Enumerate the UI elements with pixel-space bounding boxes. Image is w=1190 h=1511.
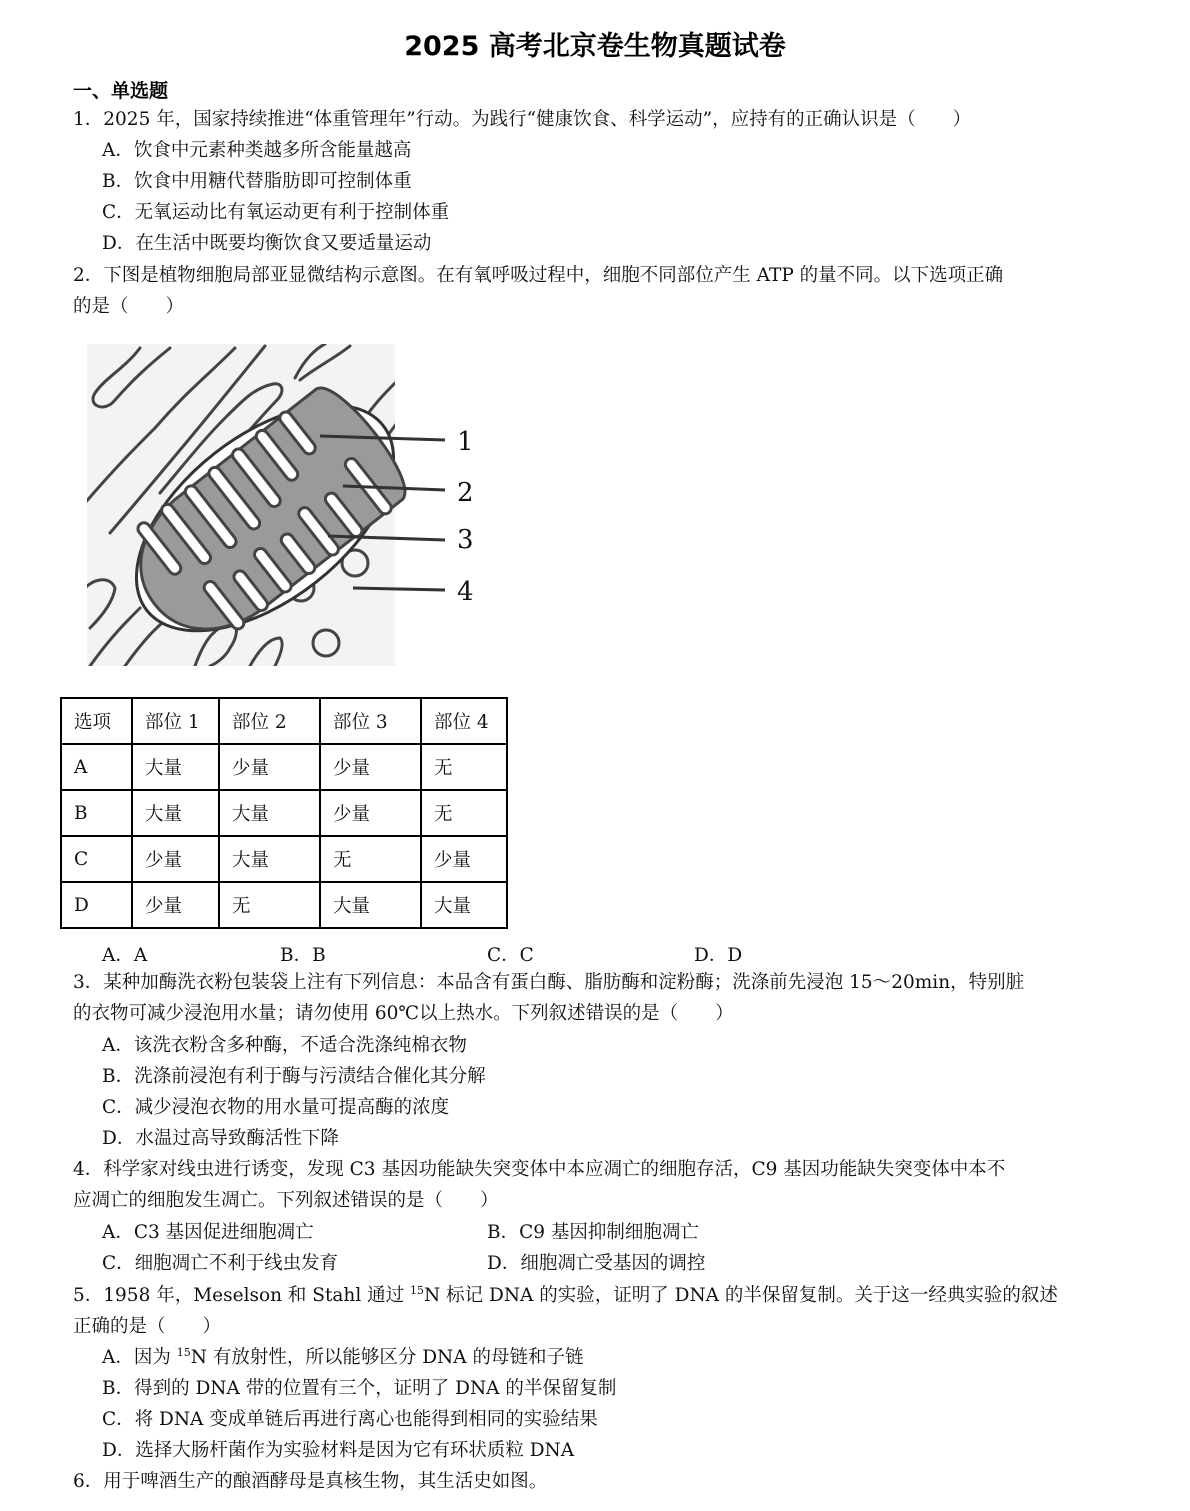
- table-cell: D: [61, 882, 132, 928]
- question-3-option-c: C．减少浸泡衣物的用水量可提高酶的浓度: [102, 1097, 450, 1118]
- question-5-stem-part2: N 标记 DNA 的实验，证明了 DNA 的半保留复制。关于这一经典实验的叙述: [424, 1285, 1058, 1306]
- question-5-option-c: C．将 DNA 变成单链后再进行离心也能得到相同的实验结果: [102, 1409, 598, 1430]
- question-3-option-d: D．水温过高导致酶活性下降: [102, 1128, 339, 1149]
- table-row: [61, 836, 507, 882]
- question-4-option-c: C．细胞凋亡不利于线虫发育: [102, 1253, 339, 1274]
- table-cell: C: [61, 836, 132, 882]
- table-cell: 少量: [132, 836, 219, 882]
- table-cell: B: [61, 790, 132, 836]
- table-cell: 大量: [219, 836, 320, 882]
- figure-label-2: 2: [457, 478, 474, 508]
- table-cell: 大量: [219, 790, 320, 836]
- question-1-option-a: A．饮食中元素种类越多所含能量越高: [102, 140, 412, 161]
- table-header-cell: 部位 1: [132, 698, 219, 744]
- table-row: [61, 882, 507, 928]
- table-header-cell: 部位 4: [421, 698, 507, 744]
- page-title: 2025 高考北京卷生物真题试卷: [404, 31, 786, 62]
- question-4-option-a: A．C3 基因促进细胞凋亡: [102, 1222, 314, 1243]
- question-4-stem-line1: 4．科学家对线虫进行诱变，发现 C3 基因功能缺失突变体中本应凋亡的细胞存活，C9 基因功能缺失突变体中本不: [73, 1159, 1006, 1180]
- question-5-option-a: [102, 1346, 583, 1370]
- table-cell: A: [61, 744, 132, 790]
- isotope-superscript: 15: [410, 1284, 425, 1297]
- figure-label-4: 4: [457, 577, 474, 607]
- figure-label-3: 3: [457, 525, 474, 555]
- table-cell: 无: [421, 790, 507, 836]
- question-6-stem: 6．用于啤酒生产的酿酒酵母是真核生物，其生活史如图。: [73, 1471, 548, 1492]
- section-heading: 一、单选题: [73, 80, 169, 102]
- question-2-stem-line1: 2．下图是植物细胞局部亚显微结构示意图。在有氧呼吸过程中，细胞不同部位产生 ATP 的量不同。以下选项正确: [73, 265, 1004, 286]
- atp-amount-table: [60, 697, 508, 929]
- question-2-option-c: C．C: [487, 945, 534, 966]
- question-3-stem-line2: 的衣物可减少浸泡用水量；请勿使用 60℃以上热水。下列叙述错误的是（ ）: [73, 1003, 734, 1024]
- mitochondrion-figure: [85, 338, 485, 673]
- table-cell: 少量: [320, 744, 421, 790]
- question-1-option-c: C．无氧运动比有氧运动更有利于控制体重: [102, 202, 450, 223]
- question-2-option-a: A．A: [102, 945, 148, 966]
- question-3-option-b: B．洗涤前浸泡有利于酶与污渍结合催化其分解: [102, 1066, 486, 1087]
- table-cell: 少量: [219, 744, 320, 790]
- question-2-stem-line2: 的是（ ）: [73, 296, 185, 317]
- question-2-option-b: B．B: [280, 945, 326, 966]
- table-header-cell: 部位 2: [219, 698, 320, 744]
- table-row: [61, 790, 507, 836]
- question-4-option-d: D．细胞凋亡受基因的调控: [487, 1253, 706, 1274]
- table-header-cell: 选项: [61, 698, 132, 744]
- table-cell: 少量: [320, 790, 421, 836]
- isotope-superscript: 15: [176, 1346, 191, 1359]
- table-cell: 无: [219, 882, 320, 928]
- question-5-option-b: B．得到的 DNA 带的位置有三个，证明了 DNA 的半保留复制: [102, 1378, 617, 1399]
- question-3-stem-line1: 3．某种加酶洗衣粉包装袋上注有下列信息：本品含有蛋白酶、脂肪酶和淀粉酶；洗涤前先浸泡 15～20min，特别脏: [73, 972, 1025, 993]
- question-5-stem-part1: 5．1958 年，Meselson 和 Stahl 通过: [73, 1285, 411, 1306]
- question-5-option-d: D．选择大肠杆菌作为实验材料是因为它有环状质粒 DNA: [102, 1440, 575, 1461]
- table-cell: 少量: [132, 882, 219, 928]
- question-2-option-d: D．D: [694, 945, 743, 966]
- table-cell: 大量: [320, 882, 421, 928]
- table-header-cell: 部位 3: [320, 698, 421, 744]
- question-5-option-a-part2: N 有放射性，所以能够区分 DNA 的母链和子链: [190, 1347, 584, 1368]
- table-row: [61, 744, 507, 790]
- table-cell: 少量: [421, 836, 507, 882]
- table-cell: 无: [421, 744, 507, 790]
- question-5-stem-line2: 正确的是（ ）: [73, 1316, 222, 1337]
- question-4-option-b: B．C9 基因抑制细胞凋亡: [487, 1222, 699, 1243]
- table-cell: 大量: [421, 882, 507, 928]
- question-5-stem-line1: [73, 1284, 1058, 1308]
- question-1-option-b: B．饮食中用糖代替脂肪即可控制体重: [102, 171, 412, 192]
- table-cell: 大量: [132, 790, 219, 836]
- table-header-row: [61, 698, 507, 744]
- question-1-option-d: D．在生活中既要均衡饮食又要适量运动: [102, 233, 432, 254]
- question-1-stem: 1．2025 年，国家持续推进“体重管理年”行动。为践行“健康饮食、科学运动”，应持有的正确认识是（ ）: [73, 109, 972, 130]
- question-5-option-a-part1: A．因为: [102, 1347, 177, 1368]
- figure-label-1: 1: [457, 427, 474, 457]
- table-cell: 无: [320, 836, 421, 882]
- table-cell: 大量: [132, 744, 219, 790]
- question-3-option-a: A．该洗衣粉含多种酶，不适合洗涤纯棉衣物: [102, 1035, 467, 1056]
- question-4-stem-line2: 应凋亡的细胞发生凋亡。下列叙述错误的是（ ）: [73, 1190, 499, 1211]
